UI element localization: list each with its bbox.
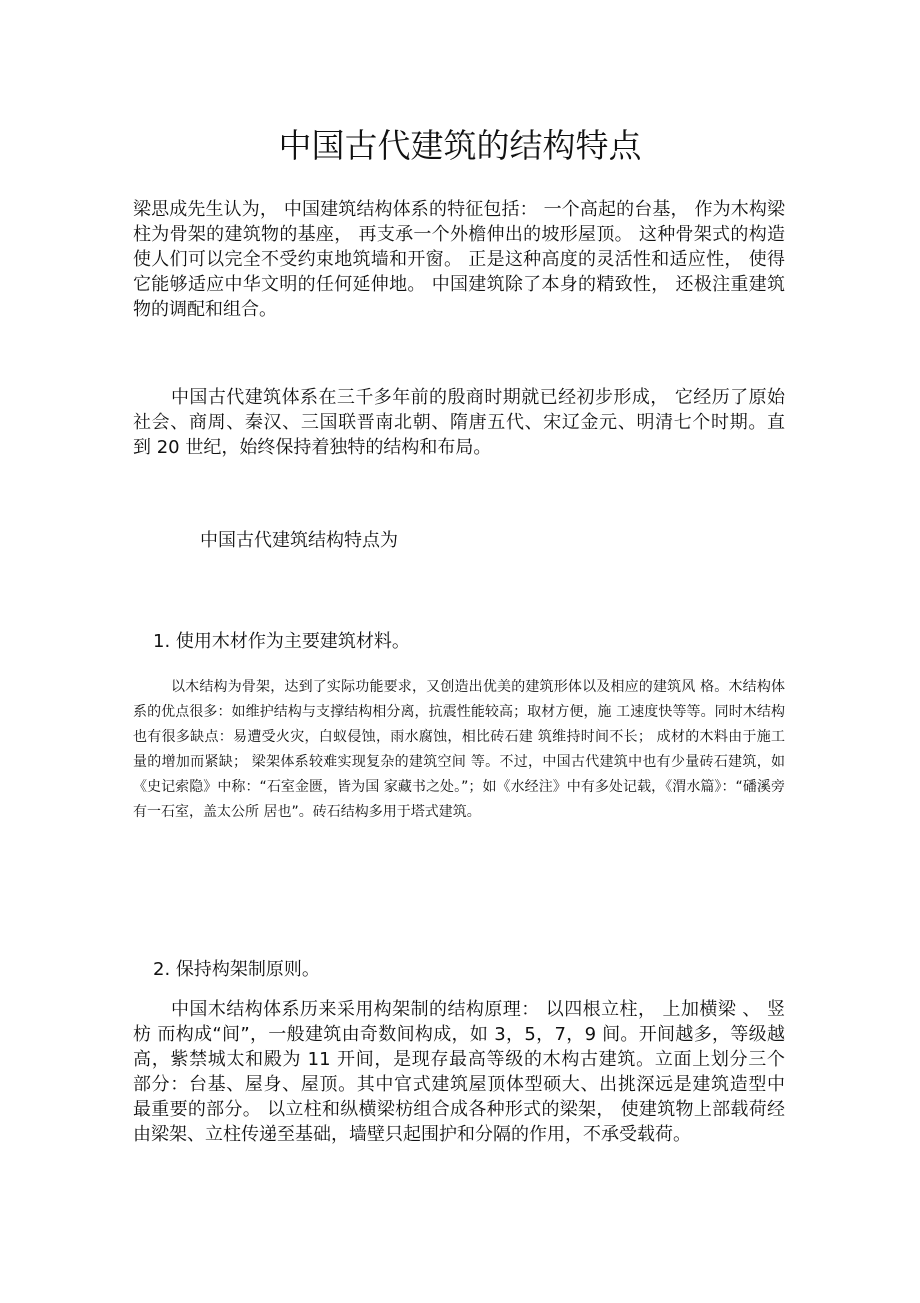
- features-heading: 中国古代建筑结构特点为: [200, 530, 398, 551]
- document-title: 中国古代建筑的结构特点: [278, 126, 642, 165]
- section-1-body: 以木结构为骨架，达到了实际功能要求，又创造出优美的建筑形体以及相应的建筑风 格。木结构体系的优点很多：如维护结构与支撑结构相分离，抗震性能较高；取材方便，施 工速度快等等。同时木结构也有很多缺点：易遭受火灾，白蚁侵蚀，雨水腐蚀，相比砖石建 筑维持时间不长； 成材的木料由于施工量的增加而紧缺； 梁架体系较难实现复杂的建筑空间 等。不过，中国古代建筑中也有少量砖石建筑，如《史记索隐》中称：“石室金匮，皆为国 家藏书之处。”；如《水经注》中有多处记载，《渭水篇》：“磻溪旁有一石室，盖太公所 居也”。砖石结构多用于塔式建筑。: [133, 679, 785, 820]
- section-1-title: 1. 使用木材作为主要建筑材料。: [153, 631, 410, 652]
- section-2-title: 2. 保持构架制原则。: [153, 959, 320, 980]
- intro-paragraph: 梁思成先生认为， 中国建筑结构体系的特征包括： 一个高起的台基， 作为木构梁 柱为骨架的建筑物的基座， 再支承一个外檐伸出的坡形屋顶。 这种骨架式的构造 使人们可以完全不受约束地筑墙和开窗。 正是这种高度的灵活性和适应性， 使得 它能够适应中华文明的任何延伸地。 中国建筑除了本身的精致性， 还极注重建筑 物的调配和组合。: [133, 199, 785, 320]
- section-2-body: 中国木结构体系历来采用构架制的结构原理： 以四根立柱， 上加横梁 、 竖枋 而构成“间”，一般建筑由奇数间构成，如 3，5，7，9 间。开间越多，等级越 高，紫禁城太和殿为 11 开间，是现存最高等级的木构古建筑。立面上划分三个 部分：台基、屋身、屋顶。其中官式建筑屋顶体型硕大、出挑深远是建筑造型中 最重要的部分。 以立柱和纵横梁枋组合成各种形式的梁架， 使建筑物上部载荷经 由梁架、立柱传递至基础，墙壁只起围护和分隔的作用，不承受载荷。: [133, 999, 785, 1145]
- history-paragraph: 中国古代建筑体系在三千多年前的殷商时期就已经初步形成， 它经历了原始 社会、商周、秦汉、三国联晋南北朝、隋唐五代、宋辽金元、明清七个时期。直 到 20 世纪，始终保持着独特的结构和布局。: [133, 387, 785, 458]
